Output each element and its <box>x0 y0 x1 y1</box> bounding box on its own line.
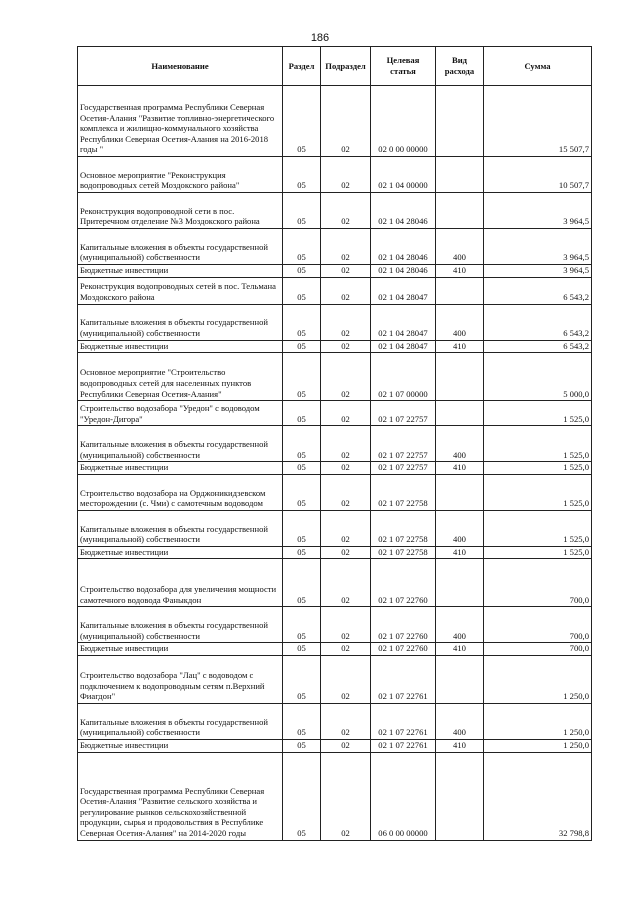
row-article: 02 1 04 00000 <box>371 157 436 193</box>
row-name: Бюджетные инвестиции <box>78 462 283 475</box>
row-section: 05 <box>283 703 321 739</box>
table-body <box>78 86 592 841</box>
row-expense-type <box>436 752 484 840</box>
row-sum: 1 525,0 <box>484 510 592 546</box>
row-sum: 1 250,0 <box>484 739 592 752</box>
row-expense-type <box>436 86 484 157</box>
row-subsection: 02 <box>321 607 371 643</box>
row-expense-type: 400 <box>436 703 484 739</box>
row-article: 02 1 07 22758 <box>371 546 436 559</box>
row-sum: 3 964,5 <box>484 265 592 278</box>
row-article: 02 1 07 22760 <box>371 559 436 607</box>
header-section: Раздел <box>283 47 321 86</box>
table-row <box>78 304 592 340</box>
table-row <box>78 703 592 739</box>
table-row <box>78 655 592 703</box>
row-name: Бюджетные инвестиции <box>78 340 283 353</box>
row-section: 05 <box>283 559 321 607</box>
row-sum: 1 525,0 <box>484 474 592 510</box>
row-name: Капитальные вложения в объекты государственной (муниципальной) собственности <box>78 510 283 546</box>
row-expense-type <box>436 277 484 304</box>
row-sum: 1 250,0 <box>484 703 592 739</box>
row-article: 02 1 04 28046 <box>371 265 436 278</box>
row-name: Капитальные вложения в объекты государственной (муниципальной) собственности <box>78 703 283 739</box>
table-row <box>78 353 592 401</box>
row-subsection: 02 <box>321 752 371 840</box>
row-section: 05 <box>283 643 321 656</box>
row-article: 06 0 00 00000 <box>371 752 436 840</box>
budget-table <box>77 46 592 841</box>
row-subsection: 02 <box>321 277 371 304</box>
row-sum: 6 543,2 <box>484 277 592 304</box>
row-name: Капитальные вложения в объекты государственной (муниципальной) собственности <box>78 426 283 462</box>
row-article: 02 1 07 22760 <box>371 607 436 643</box>
row-expense-type <box>436 559 484 607</box>
row-section: 05 <box>283 353 321 401</box>
row-expense-type: 410 <box>436 739 484 752</box>
table-row <box>78 265 592 278</box>
row-sum: 15 507,7 <box>484 86 592 157</box>
table-row <box>78 559 592 607</box>
row-sum: 3 964,5 <box>484 193 592 229</box>
table-row <box>78 340 592 353</box>
row-sum: 1 525,0 <box>484 462 592 475</box>
row-subsection: 02 <box>321 353 371 401</box>
header-expense-type: Вид расхода <box>436 47 484 86</box>
row-section: 05 <box>283 462 321 475</box>
row-section: 05 <box>283 474 321 510</box>
row-article: 02 1 04 28046 <box>371 229 436 265</box>
row-expense-type: 410 <box>436 340 484 353</box>
table-row <box>78 401 592 426</box>
row-section: 05 <box>283 426 321 462</box>
row-name: Основное мероприятие "Строительство водопроводных сетей для населенных пунктов Республики Северная Осетия-Алания" <box>78 353 283 401</box>
row-expense-type: 400 <box>436 426 484 462</box>
row-article: 02 1 07 22761 <box>371 739 436 752</box>
row-section: 05 <box>283 546 321 559</box>
row-name: Капитальные вложения в объекты государственной (муниципальной) собственности <box>78 304 283 340</box>
row-name: Строительство водозабора для увеличения мощности самотечного водовода Фаныкдон <box>78 559 283 607</box>
row-subsection: 02 <box>321 655 371 703</box>
row-expense-type: 400 <box>436 510 484 546</box>
row-section: 05 <box>283 265 321 278</box>
row-subsection: 02 <box>321 157 371 193</box>
row-subsection: 02 <box>321 643 371 656</box>
row-expense-type: 400 <box>436 607 484 643</box>
row-article: 02 1 07 22758 <box>371 474 436 510</box>
row-expense-type <box>436 193 484 229</box>
row-section: 05 <box>283 157 321 193</box>
row-subsection: 02 <box>321 193 371 229</box>
row-section: 05 <box>283 401 321 426</box>
row-subsection: 02 <box>321 304 371 340</box>
row-expense-type: 410 <box>436 462 484 475</box>
row-sum: 1 525,0 <box>484 546 592 559</box>
row-article: 02 1 07 22760 <box>371 643 436 656</box>
row-sum: 1 525,0 <box>484 401 592 426</box>
row-section: 05 <box>283 340 321 353</box>
row-article: 02 1 07 00000 <box>371 353 436 401</box>
row-subsection: 02 <box>321 510 371 546</box>
row-sum: 6 543,2 <box>484 340 592 353</box>
row-subsection: 02 <box>321 401 371 426</box>
row-expense-type: 400 <box>436 229 484 265</box>
table-row <box>78 229 592 265</box>
row-sum: 32 798,8 <box>484 752 592 840</box>
row-section: 05 <box>283 86 321 157</box>
row-expense-type <box>436 157 484 193</box>
row-name: Государственная программа Республики Северная Осетия-Алания "Развитие сельского хозяйства и регулирование рынков сельскохозяйственной продукции, сырья и продовольствия в Республике Северная Осетия-Алания" на 2014-2020 годы <box>78 752 283 840</box>
row-subsection: 02 <box>321 426 371 462</box>
row-name: Бюджетные инвестиции <box>78 739 283 752</box>
row-section: 05 <box>283 655 321 703</box>
row-expense-type <box>436 401 484 426</box>
row-subsection: 02 <box>321 229 371 265</box>
row-section: 05 <box>283 739 321 752</box>
row-subsection: 02 <box>321 86 371 157</box>
row-subsection: 02 <box>321 474 371 510</box>
row-subsection: 02 <box>321 462 371 475</box>
row-sum: 700,0 <box>484 559 592 607</box>
row-subsection: 02 <box>321 340 371 353</box>
row-section: 05 <box>283 277 321 304</box>
row-section: 05 <box>283 229 321 265</box>
table-row <box>78 426 592 462</box>
row-section: 05 <box>283 510 321 546</box>
row-name: Бюджетные инвестиции <box>78 643 283 656</box>
row-sum: 700,0 <box>484 643 592 656</box>
row-subsection: 02 <box>321 739 371 752</box>
row-section: 05 <box>283 304 321 340</box>
row-article: 02 1 07 22757 <box>371 401 436 426</box>
table-row <box>78 643 592 656</box>
row-sum: 3 964,5 <box>484 229 592 265</box>
table-row <box>78 607 592 643</box>
row-expense-type: 410 <box>436 643 484 656</box>
row-name: Строительство водозабора "Лац" с водоводом с подключением к водопроводным сетям п.Верхний Фиагдон" <box>78 655 283 703</box>
header-article: Целевая статья <box>371 47 436 86</box>
row-article: 02 1 07 22757 <box>371 426 436 462</box>
row-article: 02 1 04 28046 <box>371 193 436 229</box>
row-name: Реконструкция водопроводной сети в пос. Притеречном отделение №3 Моздокского района <box>78 193 283 229</box>
row-expense-type <box>436 353 484 401</box>
row-article: 02 1 04 28047 <box>371 277 436 304</box>
row-sum: 1 250,0 <box>484 655 592 703</box>
row-name: Строительство водозабора на Орджоникидзевском месторождении (с. Чми) с самотечным водоводом <box>78 474 283 510</box>
table-row <box>78 277 592 304</box>
row-name: Капитальные вложения в объекты государственной (муниципальной) собственности <box>78 607 283 643</box>
row-name: Государственная программа Республики Северная Осетия-Алания "Развитие топливно-энергетического комплекса и жилищно-коммунального хозяйства Республики Северная Осетия-Алания на 2016-2018 годы " <box>78 86 283 157</box>
row-name: Капитальные вложения в объекты государственной (муниципальной) собственности <box>78 229 283 265</box>
page-number: 186 <box>310 32 330 44</box>
table-header-row <box>78 47 592 86</box>
row-article: 02 1 07 22761 <box>371 703 436 739</box>
row-name: Строительство водозабора "Уредон" с водоводом "Уредон-Дигора" <box>78 401 283 426</box>
row-subsection: 02 <box>321 265 371 278</box>
row-sum: 700,0 <box>484 607 592 643</box>
row-article: 02 1 04 28047 <box>371 340 436 353</box>
row-article: 02 0 00 00000 <box>371 86 436 157</box>
row-name: Бюджетные инвестиции <box>78 546 283 559</box>
row-sum: 1 525,0 <box>484 426 592 462</box>
row-article: 02 1 07 22761 <box>371 655 436 703</box>
row-expense-type <box>436 474 484 510</box>
row-expense-type: 400 <box>436 304 484 340</box>
header-subsection: Подраздел <box>321 47 371 86</box>
row-sum: 5 000,0 <box>484 353 592 401</box>
row-article: 02 1 04 28047 <box>371 304 436 340</box>
table-row <box>78 739 592 752</box>
row-section: 05 <box>283 607 321 643</box>
table-row <box>78 474 592 510</box>
row-expense-type <box>436 655 484 703</box>
table-row <box>78 193 592 229</box>
row-article: 02 1 07 22757 <box>371 462 436 475</box>
table-row <box>78 510 592 546</box>
header-name: Наименование <box>78 47 283 86</box>
row-article: 02 1 07 22758 <box>371 510 436 546</box>
row-name: Реконструкция водопроводных сетей в пос. Тельмана Моздокского района <box>78 277 283 304</box>
row-name: Бюджетные инвестиции <box>78 265 283 278</box>
header-sum: Сумма <box>484 47 592 86</box>
row-subsection: 02 <box>321 546 371 559</box>
row-sum: 10 507,7 <box>484 157 592 193</box>
table-row <box>78 86 592 157</box>
row-section: 05 <box>283 193 321 229</box>
row-name: Основное мероприятие "Реконструкция водопроводных сетей Моздокского района" <box>78 157 283 193</box>
row-section: 05 <box>283 752 321 840</box>
table-row <box>78 157 592 193</box>
table-row <box>78 462 592 475</box>
table-row <box>78 546 592 559</box>
row-expense-type: 410 <box>436 265 484 278</box>
row-subsection: 02 <box>321 703 371 739</box>
row-sum: 6 543,2 <box>484 304 592 340</box>
table-row <box>78 752 592 840</box>
row-expense-type: 410 <box>436 546 484 559</box>
row-subsection: 02 <box>321 559 371 607</box>
